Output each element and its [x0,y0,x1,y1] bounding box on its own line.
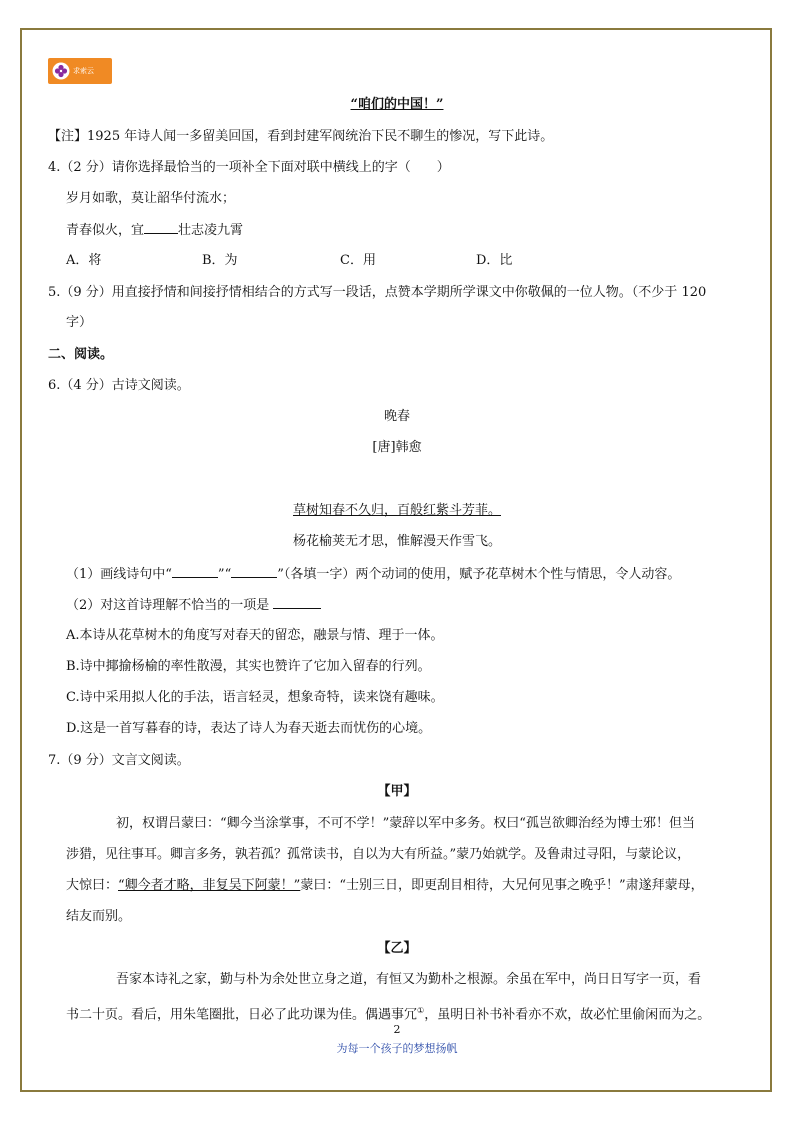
q4-option-d: D．比 [476,253,513,268]
passage-jia-line: 大惊曰：“卿今者才略，非复吴下阿蒙！”蒙曰：“士别三日，即更刮目相待，大兄何见事之晚乎！”肃遂拜蒙母， [66,878,704,893]
passage-yi-title: 【乙】 [377,941,417,956]
passage-yi-line: 书二十页。看后，用朱笔圈批，日必了此功课为佳。偶遇事冗①，虽明日补书补看亦不欢，故必忙里偷闲而为之。 [66,1006,711,1023]
answer-blank [172,565,218,578]
logo [48,58,112,84]
page-number: 2 [393,1023,401,1036]
q6-sub1: （1）画线诗句中“ ”“ ”（各填一字）两个动词的使用，赋予花草树木个性与情思，令人动容。 [66,567,681,582]
poem-line-1: 草树知春不久归，百般红紫斗芳菲。 [292,503,501,518]
passage-jia-title: 【甲】 [377,784,417,799]
q4-option-b: B．为 [202,253,238,268]
couplet-line-2: 青春似火，宜 壮志凌九霄 [66,223,244,238]
poem-last-line: “咱们的中国！” [350,97,444,112]
q6-choice-a: A.本诗从花草树木的角度写对春天的留恋，融景与情、理于一体。 [66,628,444,643]
poem-note: 【注】1925 年诗人闻一多留美回国，看到封建军阀统治下民不聊生的惨况，写下此诗。 [48,129,554,144]
q5-stem-cont: 字） [66,315,93,330]
passage-yi-line: 吾家本诗礼之家，勤与朴为余处世立身之道，有恒又为勤朴之根源。余虽在军中，尚日日写字一页，看 [116,972,702,987]
passage-jia-line: 结友而别。 [66,909,132,924]
q6-choice-d: D.这是一首写暮春的诗，表达了诗人为春天逝去而忧伤的心境。 [66,721,432,736]
q4-option-a: A．将 [66,253,102,268]
q4-option-c: C．用 [340,253,376,268]
q6-choice-b: B.诗中揶揄杨榆的率性散漫，其实也赞许了它加入留春的行列。 [66,659,431,674]
answer-blank [273,596,321,609]
q6-choice-c: C.诗中采用拟人化的手法，语言轻灵，想象奇特，读来饶有趣味。 [66,690,444,705]
footnote-marker: ① [417,1006,425,1015]
answer-blank [231,565,277,578]
q6-sub2: （2）对这首诗理解不恰当的一项是 [66,596,321,615]
q6-stem: 6.（4 分）古诗文阅读。 [48,378,190,393]
q4-stem: 4.（2 分）请你选择最恰当的一项补全下面对联中横线上的字（ ） [48,160,450,175]
footer-slogan: 为每一个孩子的梦想扬帆 [336,1042,458,1055]
poem-title: 晚春 [383,409,410,424]
poem-author: [唐]韩愈 [372,440,422,455]
couplet-line-1: 岁月如歌，莫让韶华付流水； [66,191,236,206]
page-border [20,28,772,1092]
poem-line-2: 杨花榆荚无才思，惟解漫天作雪飞。 [292,534,501,549]
section-title: 二、阅读。 [48,347,114,362]
clover-icon [52,62,70,80]
passage-jia-line: 涉猎，见往事耳。卿言多务，孰若孤？孤常读书，自以为大有所益。”蒙乃始就学。及鲁肃过寻阳，与蒙论议， [66,847,691,862]
passage-jia-line: 初，权谓吕蒙曰：“卿今当涂掌事，不可不学！”蒙辞以军中多务。权曰“孤岂欲卿治经为博士邪！但当 [116,816,695,831]
underlined-quote: “卿今者才略，非复吴下阿蒙！” [118,878,301,893]
q5-stem: 5.（9 分）用直接抒情和间接抒情相结合的方式写一段话，点赞本学期所学课文中你敬佩的一位人物。（不少于 120 [48,285,707,300]
logo-text: 求索云 [73,67,94,75]
answer-blank [144,221,178,234]
q7-stem: 7.（9 分）文言文阅读。 [48,753,190,768]
